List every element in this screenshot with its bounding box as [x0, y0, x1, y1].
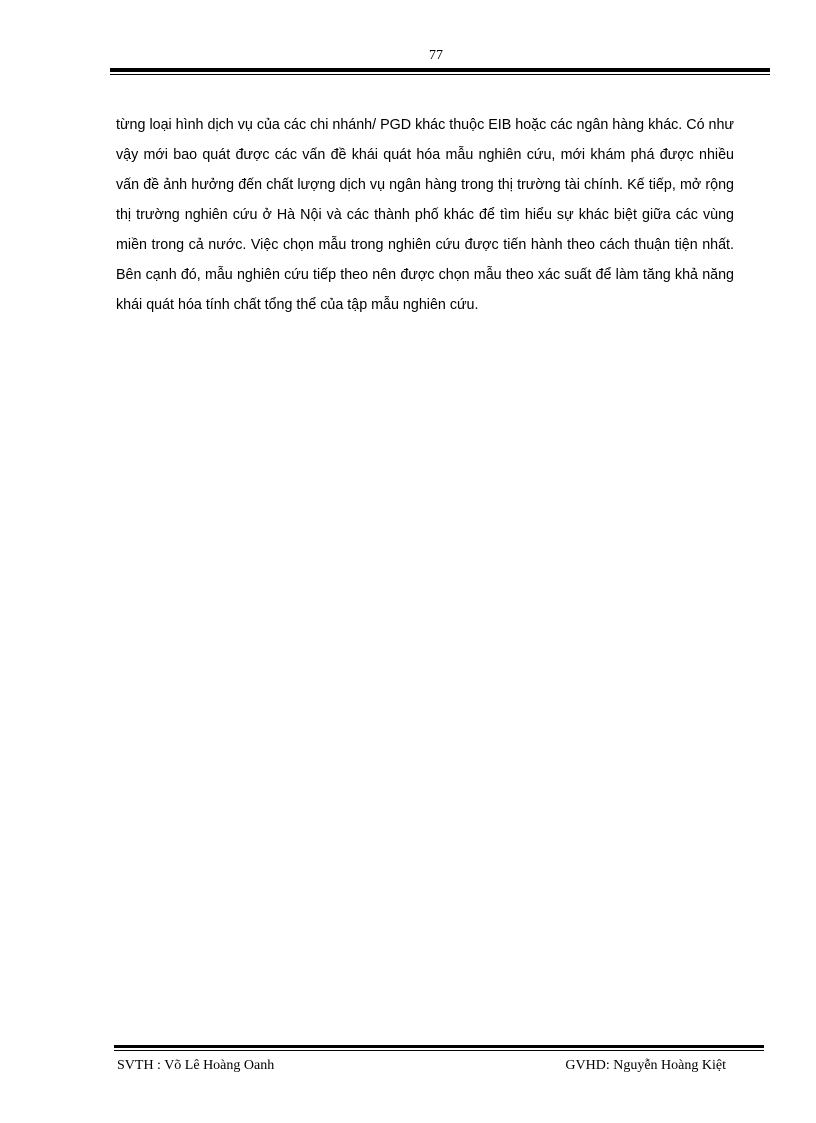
footer-rule-thin [114, 1050, 764, 1051]
footer-rule-thick [114, 1045, 764, 1048]
body-paragraph: từng loại hình dịch vụ của các chi nhánh/ PGD khác thuộc EIB hoặc các ngân hàng khác. Có như vậy mới bao quát được các vấn đề khái quát hóa mẫu nghiên cứu, mới khám phá được nhiều vấn đề ảnh hưởng đến chất lượng dịch vụ ngân hàng trong thị trường tài chính. Kế tiếp, mở rộng thị trường nghiên cứu ở Hà Nội và các thành phố khác để tìm hiểu sự khác biệt giữa các vùng miền trong cả nước. Việc chọn mẫu trong nghiên cứu được tiến hành theo cách thuận tiện nhất. Bên cạnh đó, mẫu nghiên cứu tiếp theo nên được chọn mẫu theo xác suất để làm tăng khả năng khái quát hóa tính chất tổng thể của tập mẫu nghiên cứu. [116, 117, 734, 313]
footer-advisor-name: GVHD: Nguyễn Hoàng Kiệt [565, 1058, 726, 1073]
page-number: 77 [429, 48, 443, 63]
header-rule-thick [110, 68, 770, 72]
footer-student-name: SVTH : Võ Lê Hoàng Oanh [117, 1058, 275, 1073]
header-rule-thin [110, 74, 770, 75]
